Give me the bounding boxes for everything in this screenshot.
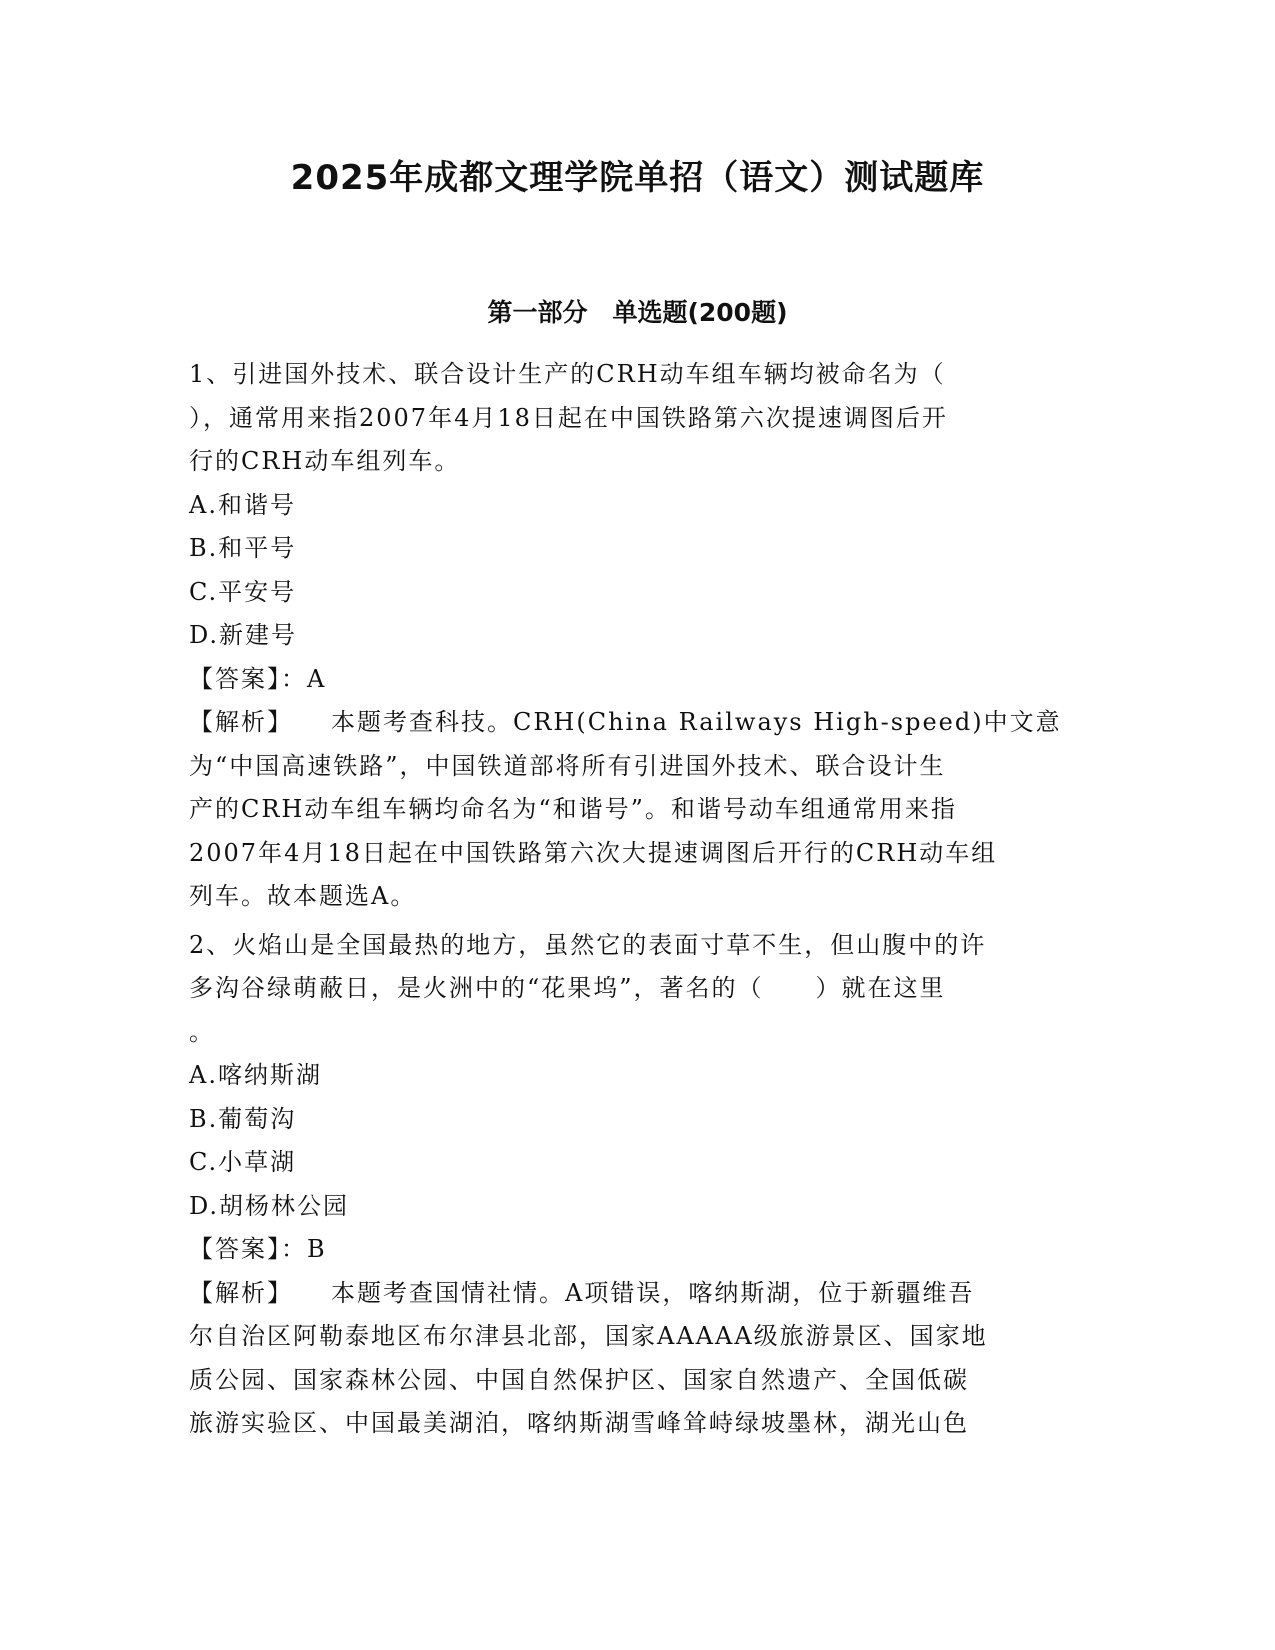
- explanation-text: 本题考查科技。CRH(China Railways High-speed)中文意: [331, 708, 1062, 736]
- explanation-text: 为“中国高速铁路”，中国铁道部将所有引进国外技术、联合设计生: [189, 751, 946, 780]
- explanation-text: 尔自治区阿勒泰地区布尔津县北部，国家AAAAA级旅游景区、国家地: [189, 1322, 988, 1350]
- answer-value: A: [307, 664, 327, 693]
- explanation-text: 旅游实验区、中国最美湖泊，喀纳斯湖雪峰耸峙绿坡墨林，湖光山色: [189, 1409, 969, 1437]
- document-title: 2025年成都文理学院单招（语文）测试题库: [290, 158, 985, 198]
- explanation-text: 本题考查国情社情。A项错误，喀纳斯湖，位于新疆维吾: [331, 1278, 975, 1307]
- answer-label: 【答案】：: [189, 1235, 307, 1263]
- option-b: B.葡萄沟: [189, 1104, 297, 1133]
- question-stem-line: 1、引进国外技术、联合设计生产的CRH动车组车辆均被命名为（: [189, 360, 946, 388]
- question-stem-line: 多沟谷绿萌蔽日，是火洲中的“花果坞”，著名的（ ）就在这里: [189, 974, 946, 1002]
- question-list: [189, 353, 1089, 1446]
- explanation-line: [189, 701, 1089, 745]
- option-d: D.新建号: [189, 621, 298, 649]
- answer-line: [189, 658, 1089, 702]
- explanation-line: [189, 1272, 1089, 1316]
- answer-value: B: [307, 1235, 327, 1263]
- answer-line: [189, 1228, 1089, 1272]
- option-c: C.小草湖: [189, 1148, 297, 1176]
- explanation-text: 列车。故本题选A。: [189, 882, 417, 910]
- option-a: A.喀纳斯湖: [189, 1061, 322, 1089]
- answer-label: 【答案】：: [189, 664, 307, 693]
- explanation-text: 2007年4月18日起在中国铁路第六次大提速调图后开行的CRH动车组: [189, 838, 998, 867]
- option-d: D.胡杨林公园: [189, 1191, 350, 1220]
- option-c: C.平安号: [189, 577, 297, 606]
- explanation-label: 【解析】: [189, 708, 293, 736]
- option-b: B.和平号: [189, 534, 297, 562]
- explanation-text: 产的CRH动车组车辆均命名为“和谐号”。和谐号动车组通常用来指: [189, 795, 957, 823]
- question-1: [189, 353, 1089, 919]
- section-title: 第一部分 单选题(200题): [487, 298, 788, 327]
- question-stem-line: ），通常用来指2007年4月18日起在中国铁路第六次提速调图后开: [189, 403, 948, 432]
- question-stem-line: 。: [189, 1017, 215, 1046]
- question-2: [189, 924, 1089, 1446]
- question-stem-line: 2、火焰山是全国最热的地方，虽然它的表面寸草不生，但山腹中的许: [189, 930, 987, 959]
- option-a: A.和谐号: [189, 490, 296, 519]
- explanation-label: 【解析】: [189, 1278, 293, 1307]
- question-stem-line: 行的CRH动车组列车。: [189, 447, 461, 475]
- explanation-text: 质公园、国家森林公园、中国自然保护区、国家自然遗产、全国低碳: [189, 1365, 969, 1394]
